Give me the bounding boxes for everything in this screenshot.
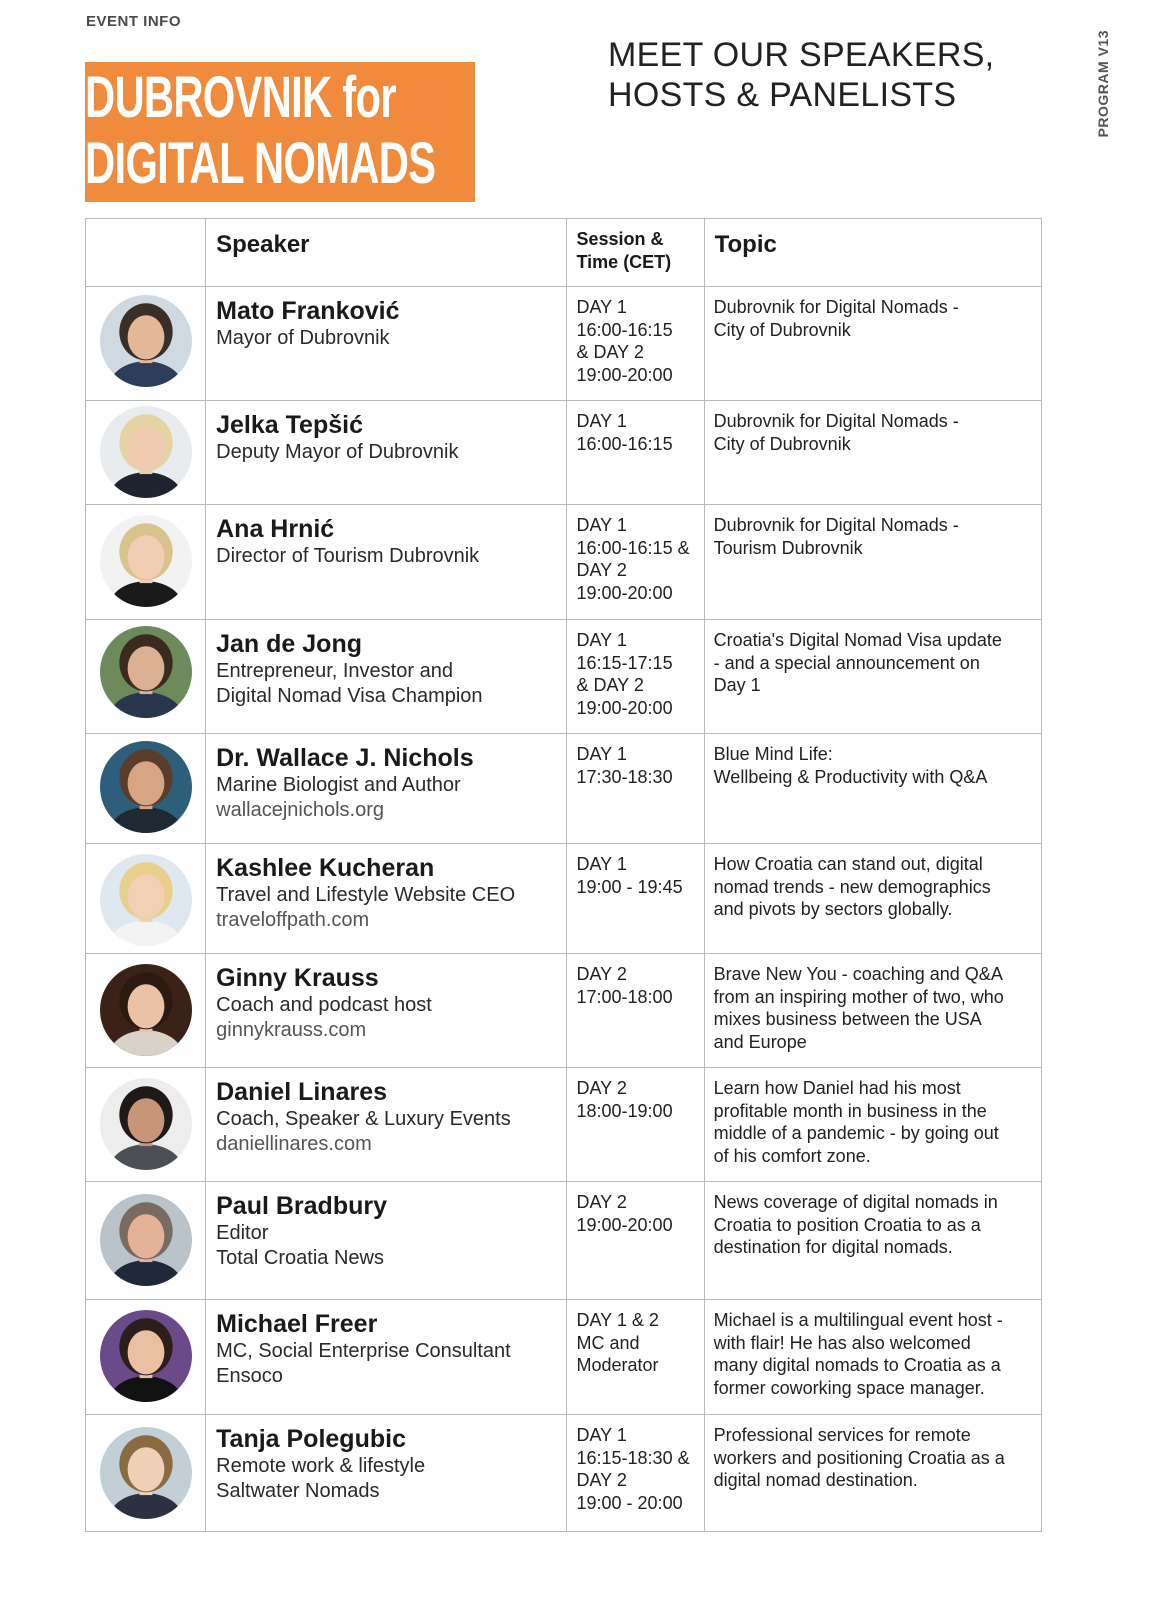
session-line: 17:30-18:30 [576,766,673,787]
topic-line: How Croatia can stand out, digital [713,854,983,874]
session-line: DAY 2 [576,560,627,580]
session-line: DAY 1 [576,515,627,535]
topic-line: former coworking space manager. [713,1377,985,1398]
session-line: 18:00-19:00 [576,1100,673,1121]
speaker-name: Tanja Polegubic [216,1425,406,1453]
table-row [86,734,1042,844]
topic-cell [704,844,1041,954]
speaker-name: Jelka Tepšić [216,411,363,439]
person-icon [100,1310,192,1402]
header-photo-cell [86,219,206,287]
program-version-tag [1095,30,1117,160]
session-line: 19:00 - 19:45 [576,876,683,897]
session-line: 16:00-16:15 & [576,537,690,558]
topic-line: Michael is a multilingual event host - [713,1310,1003,1330]
speaker-avatar [100,295,192,387]
speaker-photo-cell [86,620,206,734]
session-line: 19:00-20:00 [576,1214,673,1235]
speaker-role: Remote work & lifestyle [216,1455,426,1477]
session-line: 17:00-18:00 [576,986,673,1007]
speaker-cell [206,1300,566,1415]
speaker-cell [206,954,566,1068]
speaker-avatar [100,626,192,718]
speaker-photo-cell [86,954,206,1068]
session-time-cell [566,844,704,954]
session-line: 16:00-16:15 [576,319,673,340]
speaker-photo-cell [86,401,206,505]
speaker-role: Digital Nomad Visa Champion [216,685,483,707]
person-icon [100,1078,192,1170]
topic-cell [704,1300,1041,1415]
topic-line: Croatia to position Croatia to as a [713,1214,981,1235]
person-icon [100,626,192,718]
speaker-role: Deputy Mayor of Dubrovnik [216,441,459,463]
table-row [86,1415,1042,1532]
event-title-line1: DUBROVNIK for [85,65,396,130]
topic-line: News coverage of digital nomads in [713,1192,998,1212]
person-icon [100,741,192,833]
speaker-avatar [100,406,192,498]
speaker-name: Mato Franković [216,297,400,325]
speaker-name: Paul Bradbury [216,1192,387,1220]
speaker-cell [206,734,566,844]
session-line: 16:15-18:30 & [576,1447,690,1468]
session-time-cell [566,734,704,844]
table-row [86,401,1042,505]
speaker-name: Daniel Linares [216,1078,388,1106]
event-title-line2: DIGITAL NOMADS [85,131,436,196]
session-time-cell [566,620,704,734]
header-session-line2: Time (CET) [576,252,672,272]
speaker-name: Ginny Krauss [216,964,379,992]
session-line: DAY 2 [576,1078,627,1098]
session-time-cell [566,1415,704,1532]
session-time-cell [566,1068,704,1182]
person-icon [100,295,192,387]
speaker-photo-cell [86,1068,206,1182]
speaker-role: Entrepreneur, Investor and [216,660,453,682]
session-line: DAY 2 [576,1192,627,1212]
topic-cell [704,620,1041,734]
topic-line: Day 1 [713,675,761,695]
event-info-label: EVENT INFO [86,13,182,30]
session-time-cell [566,1182,704,1300]
topic-cell [704,505,1041,620]
session-line: 19:00-20:00 [576,697,673,718]
speaker-role: Travel and Lifestyle Website CEO [216,884,516,906]
topic-line: Croatia's Digital Nomad Visa update [713,630,1002,650]
session-line: DAY 2 [576,964,627,984]
speaker-photo-cell [86,734,206,844]
table-header-row [86,219,1042,287]
speaker-cell [206,1068,566,1182]
session-line: & DAY 2 [576,675,644,695]
program-version-text: PROGRAM V13 [1095,30,1111,138]
topic-line: Dubrovnik for Digital Nomads - [713,411,959,431]
speaker-website-link[interactable]: ginnykrauss.com [216,1019,367,1041]
speaker-role: Coach and podcast host [216,994,432,1016]
speaker-avatar [100,1427,192,1519]
speaker-cell [206,844,566,954]
person-icon [100,964,192,1056]
session-line: MC and [576,1332,640,1353]
speaker-avatar [100,515,192,607]
table-row [86,505,1042,620]
topic-line: Tourism Dubrovnik [713,537,863,558]
header-session [566,219,704,287]
header-speaker: Speaker [206,219,566,287]
topic-line: mixes business between the USA [713,1009,982,1029]
topic-cell [704,1415,1041,1532]
topic-line: City of Dubrovnik [713,433,851,454]
speaker-role: Saltwater Nomads [216,1480,380,1502]
table-row [86,954,1042,1068]
table-row [86,844,1042,954]
session-line: DAY 2 [576,1470,627,1490]
speaker-role: Editor [216,1222,269,1244]
event-title-banner [85,62,475,202]
session-line: 19:00 - 20:00 [576,1492,683,1513]
topic-line: Dubrovnik for Digital Nomads - [713,515,959,535]
topic-cell [704,287,1041,401]
speaker-photo-cell [86,287,206,401]
speaker-name: Ana Hrnić [216,515,335,543]
person-icon [100,1427,192,1519]
session-line: DAY 1 [576,297,627,317]
topic-line: of his comfort zone. [713,1145,871,1166]
person-icon [100,854,192,946]
speaker-name: Dr. Wallace J. Nichols [216,744,474,772]
speaker-photo-cell [86,1415,206,1532]
speaker-avatar [100,964,192,1056]
topic-line: - and a special announcement on [713,652,980,673]
session-line: 19:00-20:00 [576,364,673,385]
speaker-name: Jan de Jong [216,630,362,658]
topic-line: profitable month in business in the [713,1100,987,1121]
session-time-cell [566,401,704,505]
speaker-cell [206,401,566,505]
topic-line: Dubrovnik for Digital Nomads - [713,297,959,317]
topic-line: many digital nomads to Croatia as a [713,1355,1001,1375]
speaker-role: Marine Biologist and Author [216,774,461,796]
speakers-table [85,218,1042,1532]
section-heading-line1: MEET OUR SPEAKERS, [608,36,995,74]
speaker-avatar [100,1310,192,1402]
topic-line: and pivots by sectors globally. [713,899,953,919]
speaker-website-link[interactable]: daniellinares.com [216,1133,372,1155]
speaker-avatar [100,854,192,946]
person-icon [100,406,192,498]
topic-cell [704,401,1041,505]
session-time-cell [566,505,704,620]
topic-line: Blue Mind Life: [713,744,833,764]
topic-line: and Europe [713,1031,807,1052]
topic-line: middle of a pandemic - by going out [713,1123,999,1143]
header-topic: Topic [704,219,1041,287]
session-time-cell [566,287,704,401]
topic-line: Wellbeing & Productivity with Q&A [713,766,988,787]
speaker-avatar [100,1194,192,1286]
speaker-website-link[interactable]: wallacejnichols.org [216,799,384,821]
session-line: 16:00-16:15 [576,433,673,454]
section-heading [608,35,994,115]
person-icon [100,1194,192,1286]
topic-line: City of Dubrovnik [713,319,851,340]
speaker-website-link[interactable]: traveloffpath.com [216,909,370,931]
section-heading-line2: HOSTS & PANELISTS [608,76,957,114]
topic-line: Brave New You - coaching and Q&A [713,964,1003,984]
session-line: DAY 1 [576,411,627,431]
topic-cell [704,954,1041,1068]
topic-line: workers and positioning Croatia as a [713,1447,1005,1468]
topic-line: destination for digital nomads. [713,1237,953,1257]
speaker-role: MC, Social Enterprise Consultant [216,1340,511,1362]
topic-line: nomad trends - new demographics [713,876,991,897]
topic-line: digital nomad destination. [713,1470,918,1490]
speaker-cell [206,505,566,620]
speaker-photo-cell [86,844,206,954]
session-time-cell [566,1300,704,1415]
session-line: DAY 1 [576,1425,627,1445]
speaker-role: Mayor of Dubrovnik [216,327,390,349]
speaker-name: Kashlee Kucheran [216,854,435,882]
topic-line: with flair! He has also welcomed [713,1332,971,1353]
session-line: DAY 1 [576,854,627,874]
speaker-role: Coach, Speaker & Luxury Events [216,1108,511,1130]
table-row [86,1068,1042,1182]
table-row [86,287,1042,401]
header-session-line1: Session & [576,229,664,249]
topic-line: Professional services for remote [713,1425,971,1445]
table-row [86,620,1042,734]
topic-cell [704,1068,1041,1182]
session-time-cell [566,954,704,1068]
speaker-role: Director of Tourism Dubrovnik [216,545,480,567]
speaker-avatar [100,1078,192,1170]
speaker-photo-cell [86,505,206,620]
topic-cell [704,734,1041,844]
session-line: DAY 1 & 2 [576,1310,659,1330]
speaker-photo-cell [86,1300,206,1415]
session-line: DAY 1 [576,744,627,764]
session-line: 16:15-17:15 [576,652,673,673]
session-line: & DAY 2 [576,342,644,362]
speaker-avatar [100,741,192,833]
session-line: DAY 1 [576,630,627,650]
topic-cell [704,1182,1041,1300]
speaker-cell [206,620,566,734]
session-line: 19:00-20:00 [576,582,673,603]
table-row [86,1300,1042,1415]
speaker-cell [206,287,566,401]
speaker-role: Total Croatia News [216,1247,384,1269]
speaker-role: Ensoco [216,1365,283,1387]
table-row [86,1182,1042,1300]
session-line: Moderator [576,1355,659,1375]
speaker-cell [206,1415,566,1532]
speaker-name: Michael Freer [216,1310,378,1338]
speaker-photo-cell [86,1182,206,1300]
topic-line: from an inspiring mother of two, who [713,986,1004,1007]
speaker-cell [206,1182,566,1300]
person-icon [100,515,192,607]
topic-line: Learn how Daniel had his most [713,1078,961,1098]
